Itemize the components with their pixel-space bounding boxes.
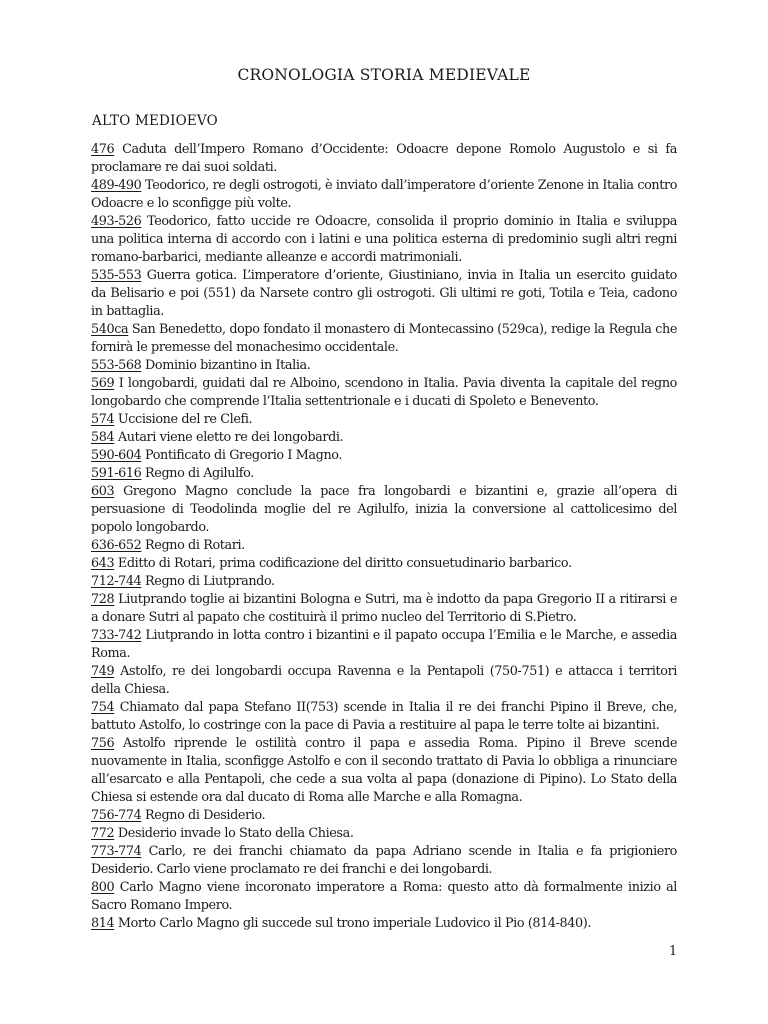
timeline-entry <box>91 843 677 879</box>
entry-date: 574 <box>91 412 115 427</box>
timeline-entry <box>91 735 677 807</box>
entry-text: San Benedetto, dopo fondato il monastero di Montecassino (529ca), redige la Regula che fornirà le premesse del monachesimo occidentale. <box>91 322 677 355</box>
entry-date: 800 <box>91 880 115 895</box>
timeline-entry <box>91 573 677 591</box>
entry-text: Editto di Rotari, prima codificazione del diritto consuetudinario barbarico. <box>117 556 572 571</box>
timeline-entry <box>91 663 677 699</box>
entry-text: Regno di Desiderio. <box>145 808 266 823</box>
document-title: CRONOLOGIA STORIA MEDIEVALE <box>237 66 531 84</box>
entry-date: 749 <box>91 664 115 679</box>
entry-text: Liutprando in lotta contro i bizantini e il papato occupa l’Emilia e le Marche, e assedia Roma. <box>91 628 677 661</box>
timeline-entry <box>91 177 677 213</box>
timeline-entry <box>91 411 677 429</box>
timeline-entry <box>91 483 677 537</box>
timeline-entry <box>91 555 677 573</box>
entry-text: Gregono Magno conclude la pace fra longobardi e bizantini e, grazie all’opera di persuasione di Teodolinda moglie del re Agilulfo, inizia la conversione al cattolicesimo del popolo longobardo. <box>91 484 678 535</box>
timeline-entry <box>91 357 677 375</box>
page-number: 1 <box>669 944 678 959</box>
timeline-entry <box>91 465 677 483</box>
timeline-entry <box>91 537 677 555</box>
entry-text: Teodorico, fatto uccide re Odoacre, consolida il proprio dominio in Italia e sviluppa una politica interna di accordo con i latini e una politica esterna di predominio sugli altri regni romano-barbarici, mediante alleanze e accordi matrimoniali. <box>91 214 677 265</box>
entry-text: Morto Carlo Magno gli succede sul trono imperiale Ludovico il Pio (814-840). <box>117 916 592 931</box>
entry-date: 772 <box>91 826 115 841</box>
entry-text: Uccisione del re Clefi. <box>117 412 253 427</box>
entry-text: Pontificato di Gregorio I Magno. <box>145 448 343 463</box>
entry-text: Liutprando toglie ai bizantini Bologna e Sutri, ma è indotto da papa Gregorio II a ritirarsi e a donare Sutri al papato che costituirà il primo nucleo del Territorio di S.Pietro. <box>91 592 677 625</box>
entry-text: Chiamato dal papa Stefano II(753) scende in Italia il re dei franchi Pipino il Breve, che, battuto Astolfo, lo costringe con la pace di Pavia a restituire al papa le terre tolte ai bizantini. <box>91 700 678 733</box>
timeline-entry <box>91 321 677 357</box>
timeline-entry <box>91 915 677 933</box>
entry-date: 814 <box>91 916 115 931</box>
entry-text: I longobardi, guidati dal re Alboino, scendono in Italia. Pavia diventa la capitale del regno longobardo che comprende l’Italia settentrionale e i ducati di Spoleto e Benevento. <box>91 376 677 409</box>
entry-date: 493-526 <box>91 214 142 229</box>
entry-text: Teodorico, re degli ostrogoti, è inviato dall’imperatore d’oriente Zenone in Italia contro Odoacre e lo sconfigge più volte. <box>91 178 677 211</box>
timeline-entry <box>91 213 677 267</box>
entry-text: Autari viene eletto re dei longobardi. <box>117 430 344 445</box>
entry-date: 569 <box>91 376 115 391</box>
entry-text: Carlo Magno viene incoronato imperatore a Roma: questo atto dà formalmente inizio al Sacro Romano Impero. <box>91 880 678 913</box>
timeline-entry <box>91 627 677 663</box>
entry-date: 773-774 <box>91 844 142 859</box>
timeline-entry <box>91 429 677 447</box>
entry-date: 643 <box>91 556 115 571</box>
timeline-entry <box>91 825 677 843</box>
entry-text: Caduta dell’Impero Romano d’Occidente: Odoacre depone Romolo Augustolo e si fa proclamare re dai suoi soldati. <box>91 142 677 175</box>
timeline-entry <box>91 141 677 177</box>
entry-date: 540ca <box>91 322 129 337</box>
entry-date: 584 <box>91 430 115 445</box>
entry-date: 756-774 <box>91 808 142 823</box>
timeline-entry <box>91 591 677 627</box>
entry-text: Regno di Agilulfo. <box>145 466 254 481</box>
timeline-entry <box>91 807 677 825</box>
entry-text: Regno di Rotari. <box>145 538 245 553</box>
entry-date: 756 <box>91 736 115 751</box>
entry-text: Dominio bizantino in Italia. <box>145 358 311 373</box>
entry-date: 733-742 <box>91 628 142 643</box>
entry-date: 712-744 <box>91 574 142 589</box>
timeline-entry <box>91 447 677 465</box>
timeline-entry <box>91 267 677 321</box>
entry-date: 754 <box>91 700 115 715</box>
timeline-entry <box>91 699 677 735</box>
entry-date: 603 <box>91 484 115 499</box>
section-heading: ALTO MEDIOEVO <box>92 113 218 129</box>
timeline-entry <box>91 879 677 915</box>
entry-date: 553-568 <box>91 358 142 373</box>
timeline-entries <box>91 141 677 933</box>
entry-date: 535-553 <box>91 268 142 283</box>
entry-date: 728 <box>91 592 115 607</box>
entry-text: Carlo, re dei franchi chiamato da papa Adriano scende in Italia e fa prigioniero Desiderio. Carlo viene proclamato re dei franchi e dei longobardi. <box>91 844 677 877</box>
entry-date: 489-490 <box>91 178 142 193</box>
entry-date: 590-604 <box>91 448 142 463</box>
entry-date: 636-652 <box>91 538 142 553</box>
timeline-entry <box>91 375 677 411</box>
entry-text: Regno di Liutprando. <box>145 574 275 589</box>
entry-date: 476 <box>91 142 115 157</box>
entry-text: Guerra gotica. L’imperatore d’oriente, Giustiniano, invia in Italia un esercito guidato da Belisario e poi (551) da Narsete contro gli ostrogoti. Gli ultimi re goti, Totila e Teia, cadono in battaglia. <box>91 268 677 319</box>
entry-text: Desiderio invade lo Stato della Chiesa. <box>117 826 354 841</box>
entry-text: Astolfo, re dei longobardi occupa Ravenna e la Pentapoli (750-751) e attacca i territori della Chiesa. <box>91 664 677 697</box>
entry-date: 591-616 <box>91 466 142 481</box>
entry-text: Astolfo riprende le ostilità contro il papa e assedia Roma. Pipino il Breve scende nuovamente in Italia, sconfigge Astolfo e con il secondo trattato di Pavia lo obbliga a rinunciare all’esarcato e alla Pentapoli, che cede a sua volta al papa (donazione di Pipino). Lo Stato della Chiesa si estende ora dal ducato di Roma alle Marche e alla Romagna. <box>91 736 678 805</box>
